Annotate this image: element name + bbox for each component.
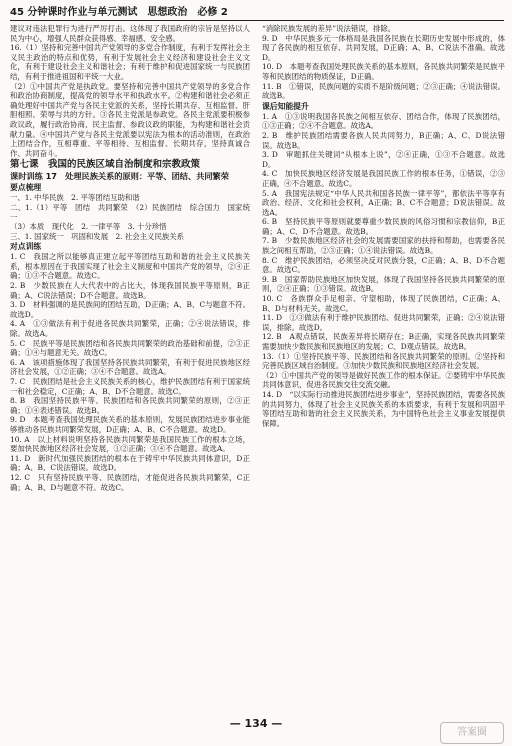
- page-number: — 134 —: [229, 717, 283, 730]
- answer-paragraph: 1. A ①③说明我国各民族之间相互依存、团结合作，体现了民族团结，①③正确；②④不合题意。故选A。: [262, 111, 505, 131]
- answer-paragraph: 2. B 少数民族在人大代表中的占比大，体现我国民族平等原则，B正确；A、C说法错误；D不合题意。故选B。: [10, 281, 250, 300]
- watermark-logo: 答案圈: [440, 722, 504, 744]
- header-title: 45 分钟课时作业与单元测试 思想政治 必修 2: [10, 7, 228, 18]
- page-header: [10, 5, 504, 21]
- answer-paragraph: 二、1.（1）平等 团结 共同繁荣 （2）民族团结 综合国力 国家统一: [10, 202, 250, 222]
- answer-paragraph: 14. D “以实际行动推进民族团结进步事业”，坚持民族团结，需要各民族的共同努力，体现了社会主义民族关系的本质要求，有利于发展和巩固平等团结互助和谐的社会主义民族关系，为中国特色社会主义事业发展提供保障。: [262, 389, 505, 428]
- answer-paragraph: （2）①中国共产党是执政党。要坚持和完善中国共产党领导的多党合作和政治协商制度，提高党的领导水平和执政水平。②构建和谐社会必须正确处理好中国共产党与各民主党派的关系，坚持长期共存、互相监督、肝胆相照、荣辱与共的方针。③各民主党派是参政党。各民主党派要积极参政议政，履行政治协商、民主监督、参政议政的职能，为构建和谐社会贡献力量。④中国共产党与各民主党派要以宪法为根本的活动准则，在政治上团结合作，互相尊重、平等相待、互相监督、长期共存，坚持真诚合作、共同奋斗。: [10, 81, 250, 158]
- answer-paragraph: 3. D 审题抓住关键词“从根本上说”，②④正确，①③不合题意。故选D。: [262, 150, 505, 169]
- answer-paragraph: 12. B A观点错误，民族差异将长期存在；B正确，实现各民族共同繁荣需要加快少数民族和民族地区的发展；C、D观点错误。故选B。: [262, 332, 505, 351]
- answer-paragraph: 6. A 该项措施体现了我国坚持各民族共同繁荣，有利于促进民族地区经济社会发展，①②正确；③④不合题意。故选A。: [10, 357, 250, 377]
- answer-paragraph: 建议对违法犯罪行为进行严厉打击。这体现了我国政府的宗旨是坚持以人民为中心，增强人民群众获得感、幸福感、安全感。: [10, 24, 250, 43]
- answer-paragraph: （3）本质 现代化 2. 一律平等 3. 十分珍惜: [10, 222, 167, 232]
- answer-paragraph: 11. B ①错误，民族问题的实质不是阶级问题；②③正确；④说法错误。故选B。: [262, 81, 505, 101]
- answer-paragraph: 5. C 民族平等是民族团结和各民族共同繁荣的政治基础和前提，②③正确；①④与题意无关。故选C。: [10, 338, 250, 358]
- answer-paragraph: 10. D 本题考查我国处理民族关系的基本原则，各民族共同繁荣是民族平等和民族团结的物质保证，D正确。: [262, 62, 505, 81]
- answer-paragraph: 11. D ①③做法有利于维护民族团结、促进共同繁荣，正确；②④说法错误，排除。故选D。: [262, 313, 505, 332]
- answer-paragraph: 4. C 加快民族地区经济发展是我国民族工作的根本任务，①错误，②③正确，④不合题意。故选C。: [262, 169, 505, 188]
- answer-paragraph: 7. B 少数民族地区经济社会的发展需要国家的扶持和帮助，也需要各民族之间相互帮助，②③正确；①④说法错误。故选B。: [262, 236, 505, 256]
- answer-paragraph: 10. C 各族群众手足相亲、守望相助，体现了民族团结，C正确；A、B、D与材料无关。故选C。: [262, 294, 505, 313]
- answer-paragraph: 4. A ①③做法有利于促进各民族共同繁荣，正确；②④说法错误，排除。故选A。: [10, 319, 250, 339]
- answer-paragraph: 2. B 维护民族团结需要各族人民共同努力，B正确；A、C、D说法错误。故选B。: [262, 130, 505, 150]
- answer-paragraph: 8. C 维护民族团结，必须坚决反对民族分裂，C正确；A、B、D不合题意。故选C。: [262, 255, 505, 275]
- answer-paragraph: 9. B 国家帮助民族地区加快发展，体现了我国坚持各民族共同繁荣的原则，②④正确；①③错误。故选B。: [262, 274, 505, 294]
- answer-paragraph: 11. D 新时代加强民族团结的根本在于铸牢中华民族共同体意识，D正确；A、B、C说法错误。故选D。: [10, 453, 250, 473]
- answer-paragraph: 一、1. 中华民族 2. 平等团结互助和谐: [10, 193, 140, 203]
- answer-paragraph: 9. D 中华民族多元一体格局是我国各民族在长期历史发展中形成的，体现了各民族的相互依存、共同发展，D正确；A、B、C说法不准确。故选D。: [262, 33, 505, 62]
- lesson-title: 第七课 我国的民族区域自治制度和宗教政策: [10, 159, 201, 171]
- answer-paragraph: 12. C 只有坚持民族平等、民族团结，才能促进各民族共同繁荣，C正确；A、B、D与题意不符。故选C。: [10, 472, 250, 492]
- left-column: [10, 24, 250, 714]
- answer-paragraph: 8. B 我国坚持民族平等、民族团结和各民族共同繁荣的原则，②③正确；①④表述错误。故选B。: [10, 396, 250, 415]
- answer-paragraph: 3. D 材料强调的是民族间的团结互助，D正确；A、B、C与题意不符。故选D。: [10, 300, 250, 319]
- right-column: [262, 24, 505, 714]
- answer-paragraph: 1. C 我国之所以能够真正建立起平等团结互助和谐的社会主义民族关系，根本原因在于我国实现了社会主义制度和中国共产党的领导，②④正确；①③不合题意。故选C。: [10, 252, 250, 281]
- lesson-subtitle: 课时训练 17 处理民族关系的原则：平等、团结、共同繁荣: [10, 171, 229, 182]
- answer-paragraph: 13.（1）①坚持民族平等、民族团结和各民族共同繁荣的原则。②坚持和完善民族区域自治制度。③加快少数民族和民族地区经济社会发展。: [262, 351, 505, 371]
- section-title: 课后知能提升: [262, 101, 309, 111]
- answer-paragraph: 7. C 民族团结是社会主义民族关系的核心，维护民族团结有利于国家统一和社会稳定，C正确；A、B、D不合题意。故选C。: [10, 377, 250, 396]
- answer-paragraph: （2）①中国共产党的领导是做好民族工作的根本保证。②要铸牢中华民族共同体意识，促进各民族交往交流交融。: [262, 370, 505, 390]
- section-title: 对点训练: [10, 242, 42, 252]
- answer-paragraph: 9. D 本题考查我国处理民族关系的基本原则，发展民族团结进步事业能够推动各民族共同繁荣发展，D正确；A、B、C不合题意。故选D。: [10, 415, 250, 434]
- answer-paragraph: 6. B 坚持民族平等原则就要尊重少数民族的风俗习惯和宗教信仰，B正确；A、C、D不合题意。故选B。: [262, 217, 505, 236]
- answer-paragraph: “消除民族发展的差异”说法错误，排除。: [262, 24, 396, 33]
- section-title: 要点梳理: [10, 183, 42, 193]
- answer-paragraph: 16.（1）坚持和完善中国共产党领导的多党合作制度，有利于发挥社会主义民主政治的特点和优势，有利于发展社会主义经济和建设社会主义文化，有利于建设社会主义和谐社会；有利于维护和促进国家统一与民族团结，有利于推进祖国和平统一大业。: [10, 43, 250, 81]
- answer-paragraph: 10. A 以上材料说明坚持各民族共同繁荣是我国民族工作的根本立场，要加快民族地区经济社会发展，①②正确；③④不合题意。故选A。: [10, 434, 250, 454]
- answer-paragraph: 5. A 我国宪法规定“中华人民共和国各民族一律平等”，都依法平等享有政治、经济、文化和社会权利，A正确；B、C不合题意；D说法错误。故选A。: [262, 188, 505, 217]
- answer-paragraph: 三、1. 国家统一 巩固和发展 2. 社会主义民族关系: [10, 231, 185, 241]
